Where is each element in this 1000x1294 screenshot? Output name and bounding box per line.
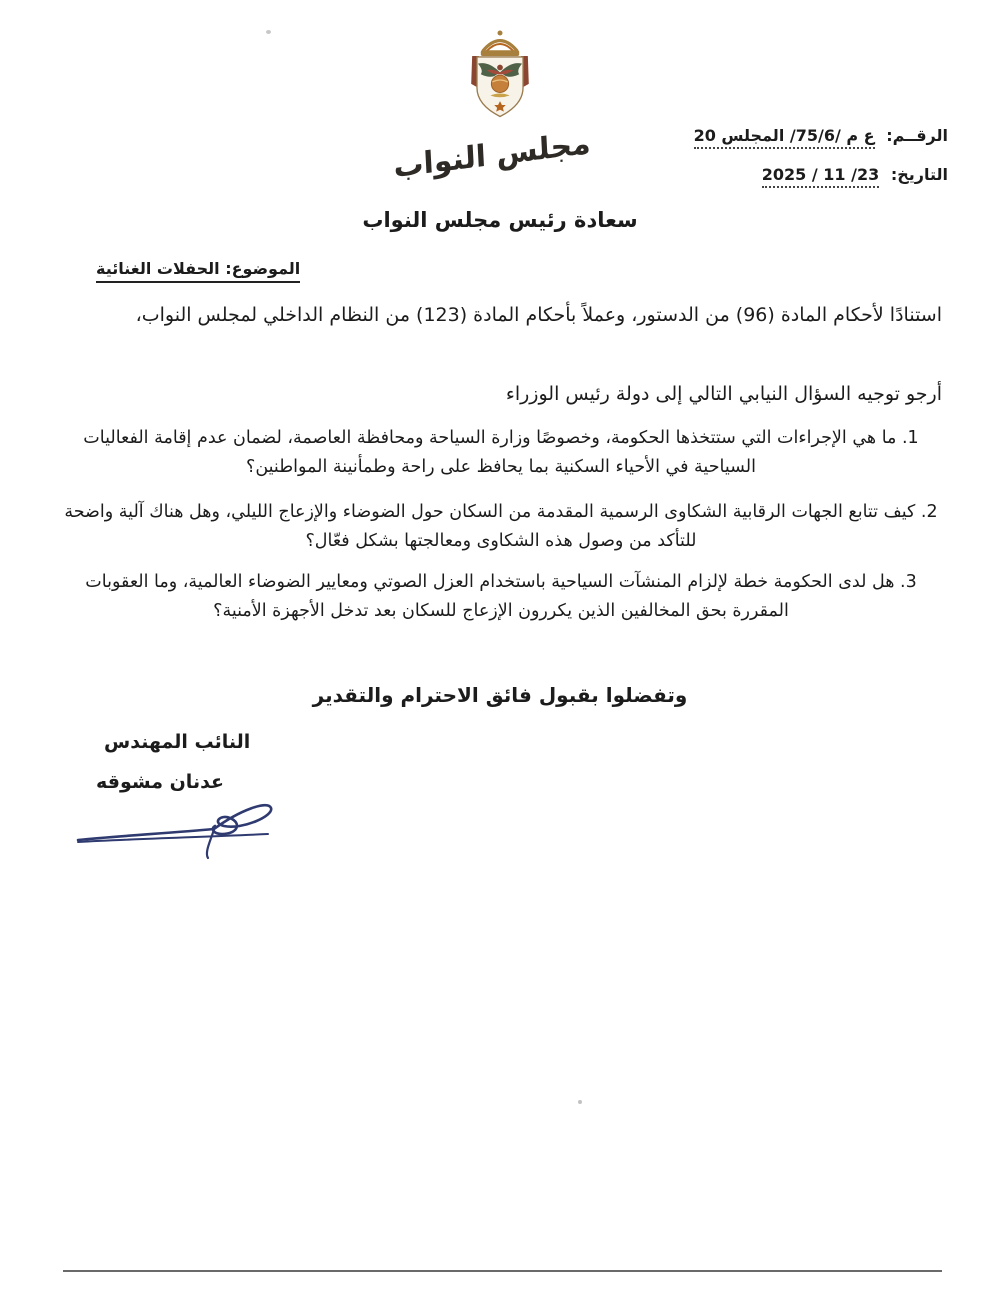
reference-date-label: التاريخ: bbox=[890, 165, 948, 184]
reference-block bbox=[694, 126, 948, 188]
parliament-calligraphy: مجلس النواب bbox=[392, 125, 592, 186]
handwritten-signature bbox=[72, 796, 282, 860]
reference-number-label: الرقــم: bbox=[886, 126, 948, 145]
jordan-coat-of-arms-icon bbox=[452, 28, 548, 132]
reference-date-row bbox=[694, 165, 948, 188]
scan-artifact bbox=[578, 1100, 582, 1104]
footer-line bbox=[63, 1270, 942, 1272]
question-3: 3. هل لدى الحكومة خطة لإلزام المنشآت السياحية باستخدام العزل الصوتي ومعايير الضوضاء العالمية، وما العقوبات المقررة بحق المخالفين الذين يكررون الإزعاج للسكان بعد تدخل الأجهزة الأمنية؟ bbox=[85, 572, 917, 621]
scan-artifact bbox=[266, 30, 271, 34]
letter-title: سعادة رئيس مجلس النواب bbox=[362, 208, 638, 232]
question-2: 2. كيف تتابع الجهات الرقابية الشكاوى الرسمية المقدمة من السكان حول الضوضاء والإزعاج الليلي، وهل هناك آلية واضحة للتأكد من وصول هذه الشكاوى ومعالجتها بشكل فعّال؟ bbox=[64, 502, 938, 551]
intro-paragraph: استنادًا لأحكام المادة (96) من الدستور، وعملاً بأحكام المادة (123) من النظام الداخلي لمجلس النواب، bbox=[135, 304, 942, 326]
subject-line: الموضوع: الحفلات الغنائية bbox=[96, 259, 300, 283]
closing-line: وتفضلوا بقبول فائق الاحترام والتقدير bbox=[312, 683, 688, 707]
reference-number-value: ع م /75/6/ المجلس 20 bbox=[694, 126, 875, 149]
signatory-title: النائب المهندس bbox=[104, 731, 251, 753]
reference-date-value: 23/ 11 / 2025 bbox=[762, 165, 879, 188]
question-1: 1. ما هي الإجراءات التي ستتخذها الحكومة، وخصوصًا وزارة السياحة ومحافظة العاصمة، لضمان عدم إقامة الفعاليات السياحية في الأحياء السكنية بما يحافظ على راحة وطمأنينة المواطنين؟ bbox=[83, 428, 919, 477]
signatory-name: عدنان مشوقه bbox=[96, 771, 225, 793]
reference-number-row bbox=[694, 126, 948, 149]
request-line: أرجو توجيه السؤال النيابي التالي إلى دولة رئيس الوزراء bbox=[505, 383, 942, 405]
